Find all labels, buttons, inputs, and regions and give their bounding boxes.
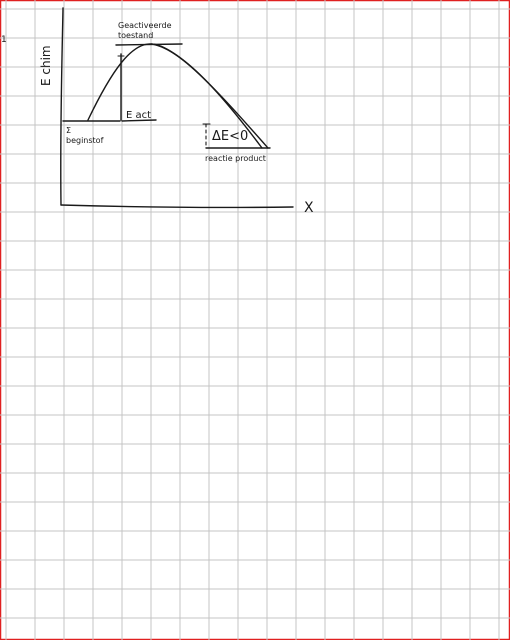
page-mark: 1 bbox=[1, 35, 7, 45]
reactants-label: beginstof bbox=[66, 136, 104, 145]
activation-energy-label: E act bbox=[126, 110, 152, 121]
activated-complex-line bbox=[116, 44, 182, 45]
delta-e-label: ΔE<0 bbox=[212, 129, 249, 144]
y-axis-label: E chim bbox=[39, 45, 53, 86]
x-axis bbox=[61, 205, 293, 207]
reactants-label-symbol: Σ bbox=[66, 126, 72, 135]
products-label: reactie product bbox=[205, 154, 266, 163]
activated-complex-label-line1: Geactiveerde bbox=[118, 21, 172, 30]
x-axis-label: X bbox=[304, 200, 314, 216]
activated-complex-label-line2: toestand bbox=[118, 31, 154, 40]
